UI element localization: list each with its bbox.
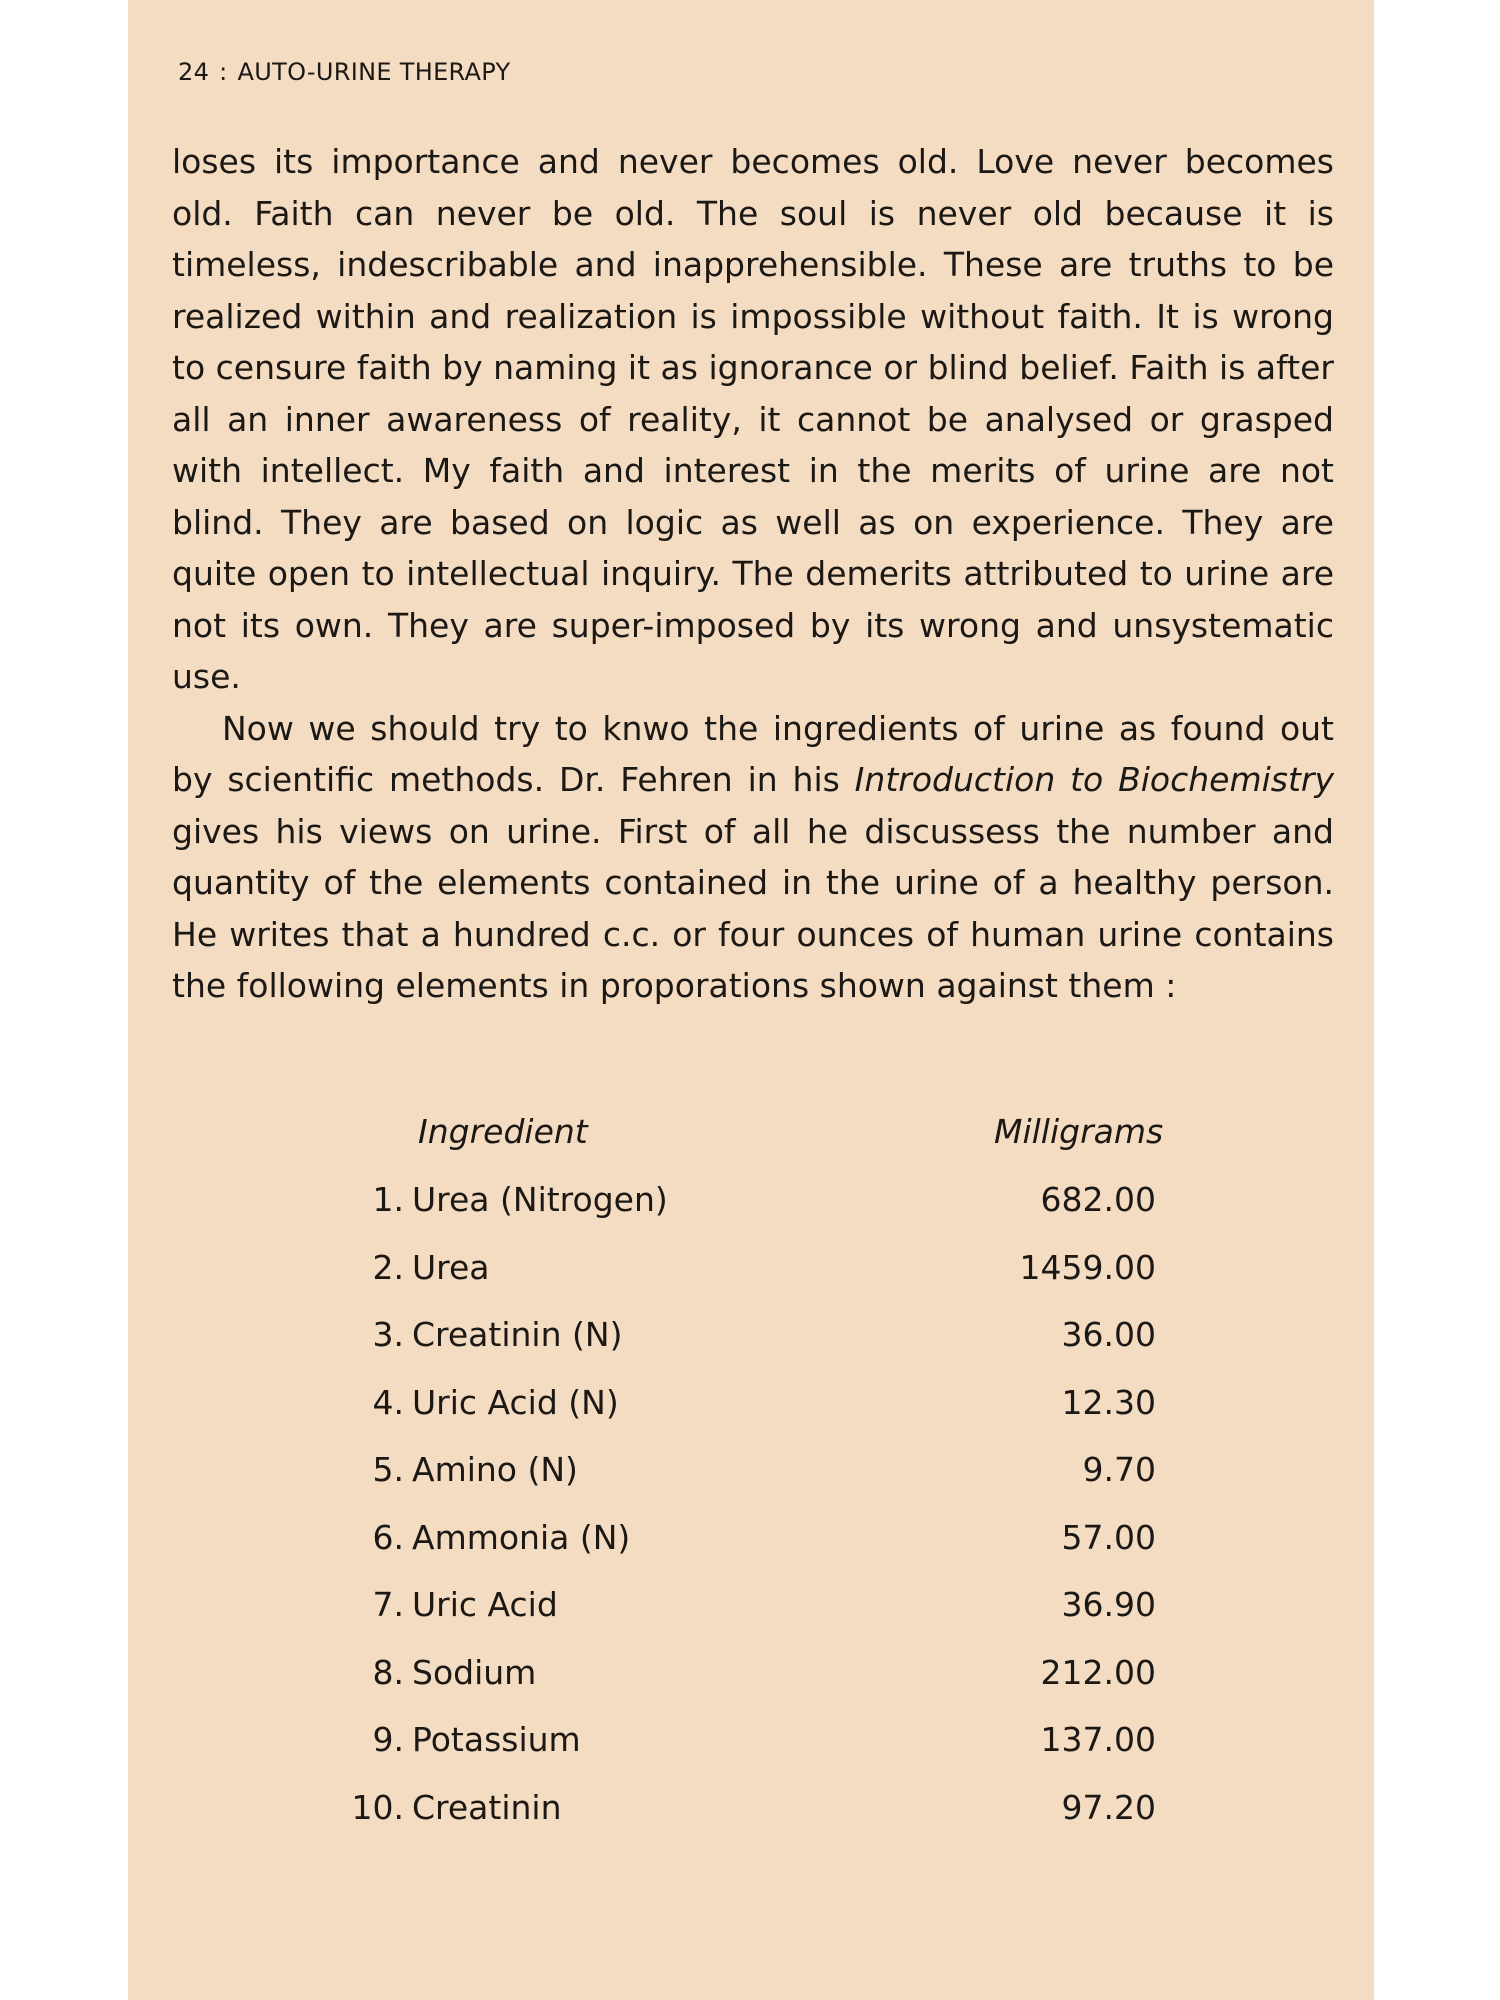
- row-number: 6.: [372, 1517, 404, 1557]
- ingredient-name: Sodium: [412, 1652, 537, 1692]
- ingredient-name: Uric Acid: [412, 1585, 558, 1624]
- paragraph-2-end: gives his views on urine. First of all he discussess the number and quantity of the elements contained in the urine of a healthy person. He writes that a hundred c.c. or four ounces of human urine contains the following elements in proporations shown against them :: [172, 811, 1334, 1005]
- milligram-value: 12.30: [1061, 1382, 1156, 1422]
- ingredient-name: Creatinin: [412, 1787, 562, 1827]
- ingredient-name: Urea (Nitrogen): [412, 1180, 668, 1219]
- row-number: 2.: [372, 1247, 404, 1287]
- milligram-value: 36.00: [1061, 1315, 1156, 1354]
- table-row: [128, 1248, 1374, 1316]
- row-number: 9.: [372, 1720, 404, 1759]
- paragraph-2: [172, 703, 1334, 1012]
- ingredient-name: Creatinin (N): [412, 1315, 623, 1354]
- book-reference: Introduction to Biochemistry: [854, 760, 1334, 799]
- body-text: [172, 136, 1334, 1012]
- row-number: 4.: [372, 1382, 404, 1422]
- book-title: AUTO-URINE THERAPY: [237, 58, 511, 86]
- row-number: 5.: [372, 1450, 404, 1489]
- row-number: 3.: [372, 1315, 404, 1354]
- column-header-ingredient: Ingredient: [418, 1112, 588, 1151]
- milligram-value: 97.20: [1061, 1787, 1156, 1827]
- table-row: [128, 1450, 1374, 1518]
- table-row: [128, 1585, 1374, 1653]
- milligram-value: 1459.00: [1019, 1247, 1156, 1287]
- column-header-milligrams: Milligrams: [994, 1112, 1164, 1151]
- table-row: [128, 1315, 1374, 1383]
- milligram-value: 9.70: [1082, 1450, 1156, 1489]
- ingredient-table: [128, 1180, 1374, 1855]
- row-number: 8.: [372, 1652, 404, 1692]
- header-separator: :: [219, 58, 228, 86]
- running-head: [178, 58, 510, 86]
- row-number: 10.: [351, 1787, 404, 1827]
- table-row: [128, 1653, 1374, 1721]
- paragraph-1: loses its importance and never becomes old. Love never becomes old. Faith can never be old. The soul is never old because it is timeless, indescribable and inapprehensible. These are truths to be realized within and realization is impossible without faith. It is wrong to censure faith by naming it as ignorance or blind belief. Faith is after all an inner awareness of reality, it cannot be analysed or grasped with intellect. My faith and interest in the merits of urine are not blind. They are based on logic as well as on experience. They are quite open to intellectual inquiry. The demerits attributed to urine are not its own. They are super-imposed by its wrong and unsystematic use.: [172, 142, 1334, 696]
- milligram-value: 682.00: [1040, 1180, 1156, 1219]
- table-row: [128, 1383, 1374, 1451]
- ingredient-name: Potassium: [412, 1720, 581, 1759]
- milligram-value: 212.00: [1040, 1652, 1156, 1692]
- milligram-value: 36.90: [1061, 1585, 1156, 1624]
- ingredient-name: Amino (N): [412, 1450, 578, 1489]
- book-page: [128, 0, 1374, 2000]
- table-row: [128, 1518, 1374, 1586]
- table-row: [128, 1788, 1374, 1856]
- ingredient-name: Ammonia (N): [412, 1517, 631, 1557]
- paragraph-2-start: Now we should try to knwo the ingredients of urine as found out by scientific methods. Dr. Fehren in his: [172, 708, 1334, 799]
- milligram-value: 137.00: [1040, 1720, 1156, 1759]
- ingredient-name: Uric Acid (N): [412, 1382, 619, 1422]
- table-row: [128, 1180, 1374, 1248]
- row-number: 1.: [372, 1180, 404, 1219]
- row-number: 7.: [372, 1585, 404, 1624]
- table-row: [128, 1720, 1374, 1788]
- milligram-value: 57.00: [1061, 1517, 1156, 1557]
- page-number: 24: [178, 58, 210, 86]
- ingredient-name: Urea: [412, 1247, 490, 1287]
